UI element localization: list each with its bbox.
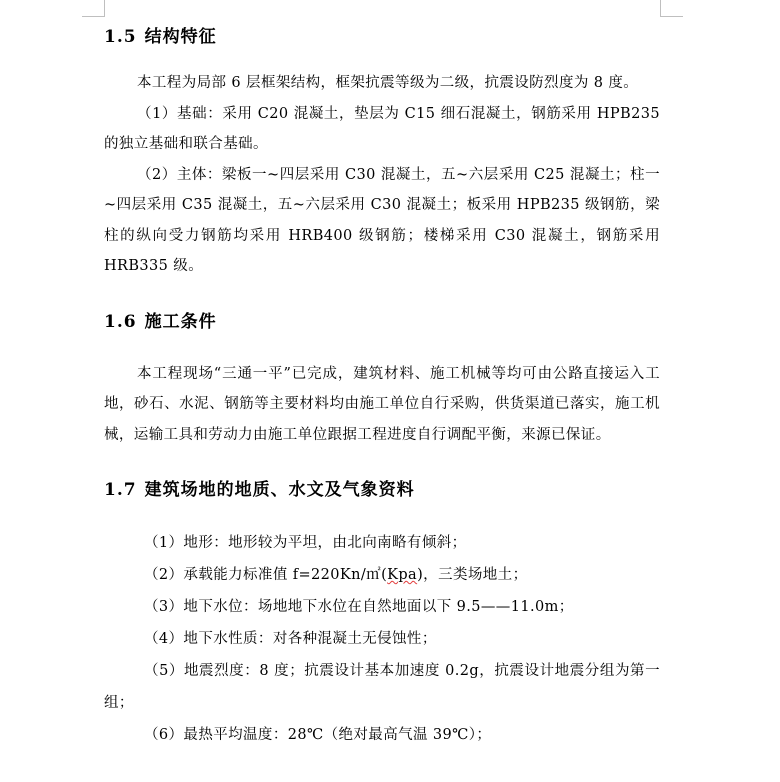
section-body-1-7 [104, 527, 660, 751]
paragraph: （2）主体：梁板一~四层采用 C30 混凝土，五~六层采用 C25 混凝土；柱一~四层采用 C35 混凝土，五~六层采用 C30 混凝土；板采用 HPB235 级钢筋，梁柱的纵向受力钢筋均采用 HRB400 级钢筋；楼梯采用 C30 混凝土，钢筋采用 HRB335 级。 [104, 166, 660, 274]
section-number: 1.5 [104, 27, 137, 47]
section-body-1-5 [104, 68, 660, 282]
page-corner-mark-left [82, 0, 105, 17]
list-item: （4）地下水性质：对各种混凝土无侵蚀性； [144, 631, 437, 647]
list-item-text: )，三类场地土； [417, 567, 528, 583]
paragraph: 本工程现场“三通一平”已完成，建筑材料、施工机械等均可由公路直接运入工地，砂石、水泥、钢筋等主要材料均由施工单位自行采购，供货渠道已落实，施工机械，运输工具和劳动力由施工单位跟据工程进度自行调配平衡，来源已保证。 [104, 365, 660, 443]
section-title: 结构特征 [144, 27, 217, 47]
section-heading-1-5 [104, 22, 660, 52]
section-title: 建筑场地的地质、水文及气象资料 [144, 480, 415, 500]
section-body-1-6 [104, 359, 660, 451]
list-item: （1）地形：地形较为平坦，由北向南略有倾斜； [144, 535, 467, 551]
list-item: （5）地震烈度：8 度；抗震设计基本加速度 0.2g，抗震设计地震分组为第一组； [104, 663, 660, 711]
section-title: 施工条件 [144, 311, 217, 332]
list-item: （6）最热平均温度：28℃（绝对最高气温 39℃）； [144, 727, 492, 743]
list-item-text: （2）承载能力标准值 f=220Kn/㎡( [144, 567, 388, 583]
section-heading-1-7 [104, 475, 660, 505]
section-number: 1.6 [104, 311, 137, 332]
list-item: （3）地下水位：场地地下水位在自然地面以下 9.5——11.0m； [144, 599, 574, 615]
paragraph: 本工程为局部 6 层框架结构，框架抗震等级为二级，抗震设防烈度为 8 度。 [137, 75, 639, 91]
list-item [104, 559, 660, 591]
page-corner-mark-right [660, 0, 683, 17]
spellcheck-underlined-text: Kpa [387, 567, 418, 583]
document-page [104, 20, 660, 751]
paragraph: （1）基础：采用 C20 混凝土，垫层为 C15 细石混凝土，钢筋采用 HPB235 的独立基础和联合基础。 [104, 105, 660, 152]
section-number: 1.7 [104, 480, 137, 500]
section-heading-1-6 [104, 307, 660, 337]
